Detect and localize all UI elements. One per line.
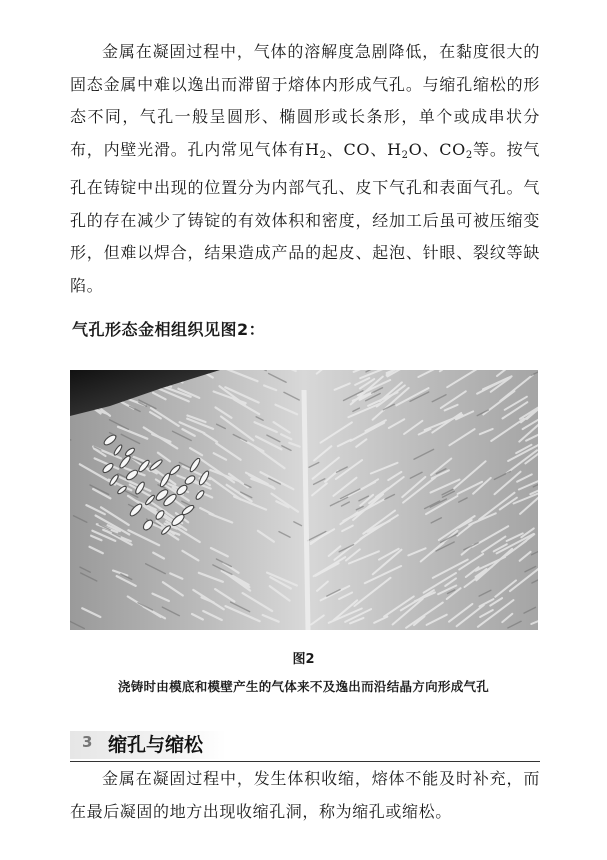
paragraph-text: 金属在凝固过程中，发生体积收缩，熔体不能及时补充，而在最后凝固的地方出现收缩孔洞，称为缩孔或缩松。 [70, 769, 540, 821]
subscript: 2 [465, 149, 473, 161]
paragraph-text: 、CO、H [326, 139, 402, 159]
section-header [70, 727, 540, 761]
section-title: 缩孔与缩松 [108, 734, 204, 756]
paragraph-text: 金属在凝固过程中，气体的溶解度急剧降低，在黏度很大的固态金属中难以逸出而滞留于熔体内形成气孔。与缩孔缩松的形态不同，气孔一般呈圆形、椭圆形或长条形，单个或成串状分布，内壁光滑。孔内常见气体有H [70, 42, 540, 159]
section-number: 3 [82, 733, 93, 751]
subscript: 2 [401, 149, 409, 161]
figure-number: 图2 [292, 652, 315, 667]
figure-caption: 浇铸时由模底和模壁产生的气体来不及逸出而沿结晶方向形成气孔 [117, 679, 490, 694]
subscript: 2 [319, 149, 327, 161]
body-paragraph-gas-pores [70, 36, 540, 302]
paragraph-text: O、CO [408, 139, 466, 159]
section-divider [70, 761, 540, 762]
micrograph-image [70, 370, 538, 630]
paragraph-text: 等。按气孔在铸锭中出现的位置分为内部气孔、皮下气孔和表面气孔。气孔的存在减少了铸锭的有效体积和密度，经加工后虽可被压缩变形，但难以焊合，结果造成产品的起皮、起泡、针眼、裂纹等缺陷。 [70, 139, 540, 295]
body-paragraph-shrinkage [70, 763, 540, 828]
figure-intro-heading: 气孔形态金相组织见图2： [72, 320, 266, 339]
